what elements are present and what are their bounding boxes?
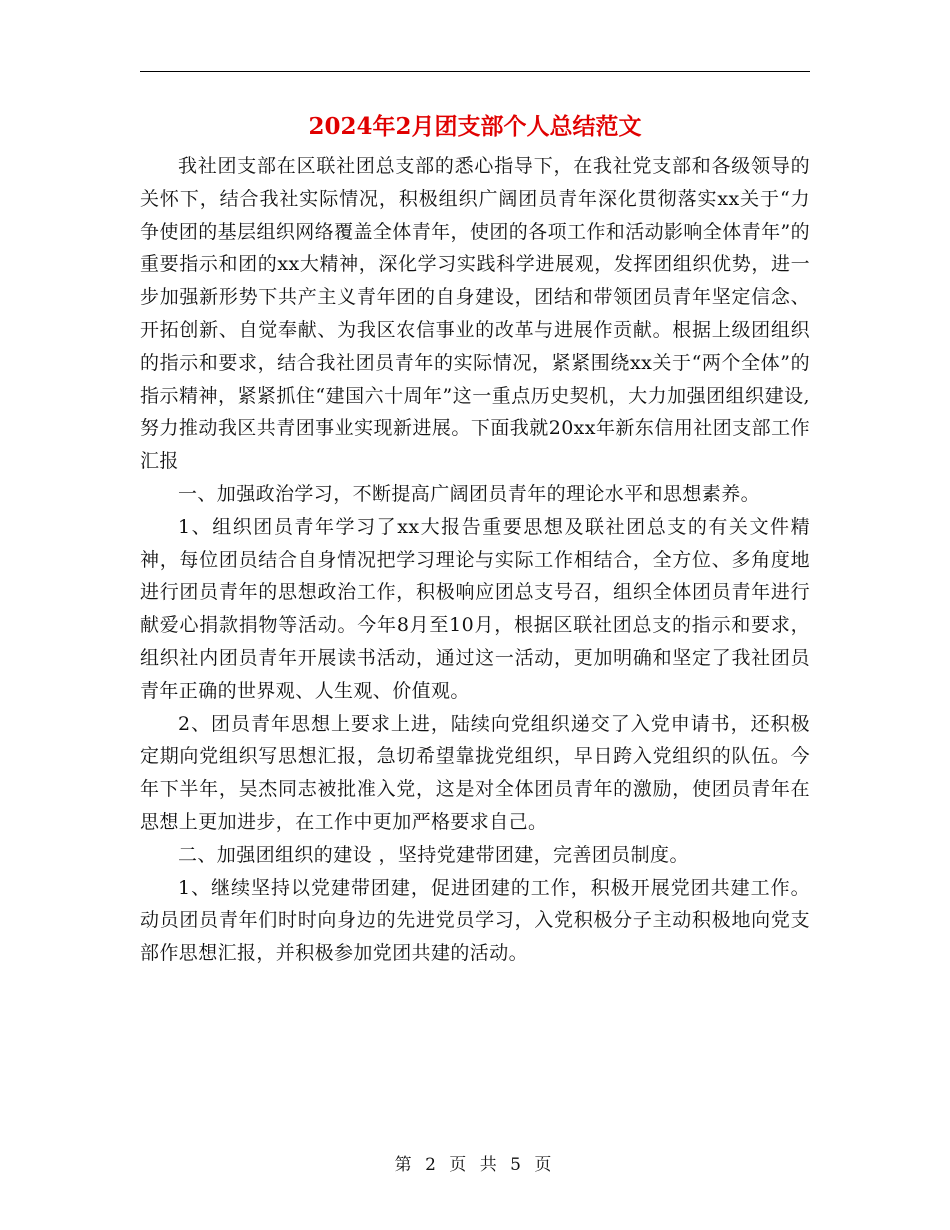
document-body	[140, 150, 810, 970]
page-footer: 第 2 页 共 5 页	[394, 1155, 556, 1175]
section-heading-1: 一、加强政治学习，不断提高广阔团员青年的理论水平和思想素养。	[178, 482, 761, 505]
paragraph-1-2: 2、团员青年思想上要求上进，陆续向党组织递交了入党申请书，还积极定期向党组织写思想汇报，急切希望靠拢党组织，早日跨入党组织的队伍。今年下半年，吴杰同志被批准入党，这是对全体团员青年的激励，使团员青年在思想上更加进步，在工作中更加严格要求自己。	[140, 712, 810, 833]
paragraph-intro: 我社团支部在区联社团总支部的悉心指导下，在我社党支部和各级领导的关怀下，结合我社实际情况，积极组织广阔团员青年深化贯彻落实xx关于“力争使团的基层组织网络覆盖全体青年，使团的各项工作和活动影响全体青年”的重要指示和团的xx大精神，深化学习实践科学进展观，发挥团组织优势，进一步加强新形势下共产主义青年团的自身建设，团结和带领团员青年坚定信念、开拓创新、自觉奉献、为我区农信事业的改革与进展作贡献。根据上级团组织的指示和要求，结合我社团员青年的实际情况，紧紧围绕xx关于“两个全体”的指示精神，紧紧抓住“建国六十周年”这一重点历史契机，大力加强团组织建设,努力推动我区共青团事业实现新进展。下面我就20xx年新东信用社团支部工作汇报	[140, 155, 810, 473]
header-rule	[140, 71, 810, 72]
section-heading-2: 二、加强团组织的建设 ，坚持党建带团建，完善团员制度。	[178, 843, 689, 866]
paragraph-1-1: 1、组织团员青年学习了xx大报告重要思想及联社团总支的有关文件精神，每位团员结合自身情况把学习理论与实际工作相结合，全方位、多角度地进行团员青年的思想政治工作，积极响应团总支号召，组织全体团员青年进行献爱心捐款捐物等活动。今年8月至10月，根据区联社团总支的指示和要求，组织社内团员青年开展读书活动，通过这一活动，更加明确和坚定了我社团员青年正确的世界观、人生观、价值观。	[140, 515, 810, 702]
paragraph-2-1: 1、继续坚持以党建带团建，促进团建的工作，积极开展党团共建工作。动员团员青年们时时向身边的先进党员学习，入党积极分子主动积极地向党支部作思想汇报，并积极参加党团共建的活动。	[140, 876, 810, 965]
document-title: 2024年2月团支部个人总结范文	[308, 113, 642, 140]
